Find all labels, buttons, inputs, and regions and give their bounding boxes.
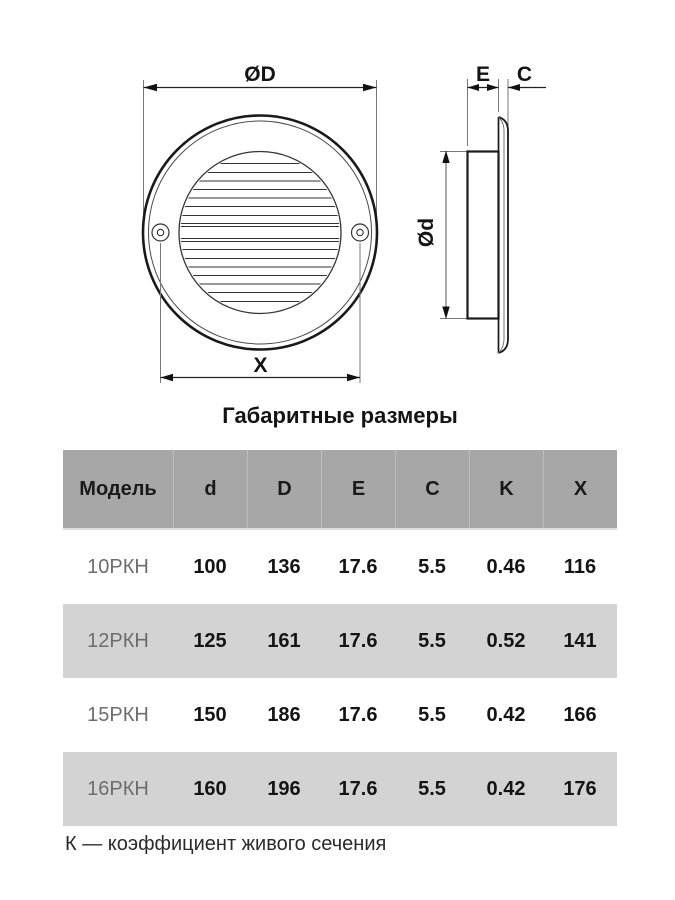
- model-name: 15РКН: [87, 703, 149, 726]
- header-d: d: [173, 450, 247, 528]
- arrowhead-icon: [442, 151, 449, 164]
- dim-value: 0.46: [486, 555, 526, 578]
- table-row: [63, 530, 617, 604]
- arrowhead-icon: [347, 374, 360, 381]
- model-name: 16РКН: [87, 777, 149, 800]
- grille-outer-rim: [143, 116, 377, 350]
- dim-value: 176: [563, 777, 597, 800]
- dimensions-table: [63, 450, 617, 826]
- dim-value: 17.6: [338, 703, 378, 726]
- table-row: [63, 678, 617, 752]
- model-name: 10РКН: [87, 555, 149, 578]
- header-D: D: [247, 450, 321, 528]
- table-title: Габаритные размеры: [222, 403, 458, 428]
- dim-value: 186: [267, 703, 301, 726]
- dim-value: 150: [193, 703, 227, 726]
- dim-value: 100: [193, 555, 227, 578]
- front-hole-span-label: X: [253, 354, 268, 377]
- dim-value: 166: [563, 703, 597, 726]
- arrowhead-icon: [442, 307, 449, 320]
- header-E: E: [321, 450, 395, 528]
- header-C: C: [395, 450, 469, 528]
- model-name: 12РКН: [87, 629, 149, 652]
- dimension-drawing: [0, 0, 675, 400]
- k-coefficient-footnote: К — коэффициент живого сечения: [65, 833, 387, 855]
- dim-value: 125: [193, 629, 227, 652]
- dim-value: 17.6: [338, 629, 378, 652]
- screw-hole-right: [352, 224, 369, 241]
- arrowhead-icon: [363, 84, 377, 92]
- dim-value: 5.5: [418, 777, 446, 800]
- dim-value: 0.42: [486, 777, 526, 800]
- side-inner-diameter-label: Ød: [415, 217, 438, 248]
- dim-value: 161: [267, 629, 301, 652]
- dim-value: 116: [563, 555, 597, 578]
- front-diameter-label: ØD: [244, 63, 276, 86]
- dim-value: 136: [267, 555, 301, 578]
- grille-collar: [468, 152, 499, 319]
- table-row: [63, 752, 617, 826]
- arrowhead-icon: [144, 84, 158, 92]
- arrowhead-icon: [161, 374, 174, 381]
- header-X: X: [543, 450, 617, 528]
- dim-value: 196: [267, 777, 301, 800]
- table-header-row: [63, 450, 617, 530]
- dim-value: 0.42: [486, 703, 526, 726]
- side-depth-label: E: [475, 63, 491, 86]
- dim-value: 17.6: [338, 777, 378, 800]
- dim-value: 5.5: [418, 703, 446, 726]
- dim-value: 141: [563, 629, 597, 652]
- header-K: K: [469, 450, 543, 528]
- dim-value: 5.5: [418, 555, 446, 578]
- grille-flange: [499, 117, 509, 353]
- dim-value: 160: [193, 777, 227, 800]
- dim-value: 17.6: [338, 555, 378, 578]
- dim-value: 0.52: [486, 629, 526, 652]
- dim-value: 5.5: [418, 629, 446, 652]
- table-row: [63, 604, 617, 678]
- side-thickness-label: C: [516, 63, 533, 86]
- front-view-diagram: [143, 63, 377, 383]
- header-model: Модель: [79, 477, 157, 500]
- side-view-diagram: [415, 63, 546, 353]
- screw-hole-left: [152, 224, 169, 241]
